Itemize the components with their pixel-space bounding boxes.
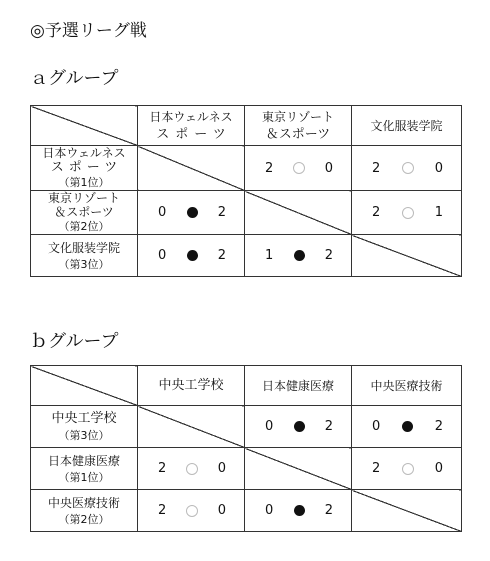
loss-mark-icon — [402, 421, 413, 432]
score-right: 2 — [434, 419, 443, 434]
row-rank: （第3位） — [58, 258, 110, 271]
score-left: 2 — [158, 461, 167, 476]
group-a-col-header-3 — [352, 106, 462, 146]
score-right: 0 — [434, 461, 443, 476]
score-right: 0 — [434, 160, 443, 176]
group-a-result-cell — [245, 146, 352, 191]
score-left: 0 — [265, 503, 274, 518]
group-b-result-cell — [245, 406, 352, 448]
group-a-row-label-1 — [31, 146, 138, 191]
group-b-table — [30, 365, 462, 532]
group-a-diagonal-cell — [138, 146, 245, 191]
col-header-line1: 文化服装学院 — [370, 118, 443, 133]
row-label-line1: 日本健康医療 — [47, 454, 120, 468]
win-mark-icon — [186, 463, 198, 475]
score-right: 2 — [324, 503, 333, 518]
score-right: 0 — [324, 160, 333, 176]
group-a-result-cell — [245, 235, 352, 277]
group-a-heading: ａグループ — [30, 68, 119, 89]
row-rank: （第3位） — [58, 429, 110, 442]
group-b-row-label-1 — [31, 406, 138, 448]
col-header-line1: 中央医療技術 — [370, 378, 443, 393]
score-right: 2 — [324, 248, 333, 263]
group-b-result-cell — [138, 448, 245, 490]
group-a-row-label-3 — [31, 235, 138, 277]
group-b-diagonal-cell — [138, 406, 245, 448]
loss-mark-icon — [187, 250, 198, 261]
score-left: 2 — [372, 160, 381, 176]
row-rank: （第2位） — [58, 220, 110, 233]
score-left: 0 — [372, 419, 381, 434]
group-a-table — [30, 105, 462, 277]
row-rank: （第1位） — [58, 176, 110, 189]
group-a-col-header-2 — [245, 106, 352, 146]
score-left: 2 — [372, 461, 381, 476]
col-header-line2: ＆スポーツ — [265, 126, 331, 142]
score-right: 2 — [217, 248, 226, 263]
score-left: 1 — [265, 248, 274, 263]
row-label-line1: 文化服装学院 — [47, 241, 120, 255]
group-b-diagonal-cell — [245, 448, 352, 490]
group-b-result-cell — [352, 406, 462, 448]
score-right: 0 — [217, 503, 226, 518]
group-b-col-header-3 — [352, 366, 462, 406]
win-mark-icon — [402, 162, 414, 174]
row-label-line1: 日本ウェルネス — [42, 146, 126, 160]
score-left: 2 — [372, 205, 381, 220]
group-a-result-cell — [352, 191, 462, 235]
group-b-heading: ｂグループ — [30, 331, 119, 352]
row-label-line2: スポーツ — [50, 160, 123, 175]
group-a-col-header-1 — [138, 106, 245, 146]
row-rank: （第2位） — [58, 513, 110, 526]
loss-mark-icon — [294, 505, 305, 516]
group-b-row-label-3 — [31, 490, 138, 532]
win-mark-icon — [402, 463, 414, 475]
score-left: 0 — [158, 205, 167, 220]
group-a-row-label-2 — [31, 191, 138, 235]
score-right: 2 — [217, 205, 226, 220]
score-left: 2 — [265, 160, 274, 176]
score-left: 2 — [158, 503, 167, 518]
group-b-col-header-2 — [245, 366, 352, 406]
score-left: 0 — [158, 248, 167, 263]
score-right: 2 — [324, 419, 333, 434]
group-a-result-cell — [138, 191, 245, 235]
col-header-line1: 東京リゾート — [261, 109, 334, 124]
group-a-diagonal-cell — [245, 191, 352, 235]
col-header-line2: スポーツ — [156, 126, 232, 142]
loss-mark-icon — [294, 250, 305, 261]
group-b-row-label-2 — [31, 448, 138, 490]
col-header-line1: 日本ウェルネス — [149, 109, 233, 124]
page-title: ◎予選リーグ戦 — [30, 21, 147, 41]
group-b-col-header-1 — [138, 366, 245, 406]
row-label-line1: 中央工学校 — [51, 411, 117, 426]
loss-mark-icon — [294, 421, 305, 432]
loss-mark-icon — [187, 207, 198, 218]
win-mark-icon — [186, 505, 198, 517]
group-a-diagonal-cell — [352, 235, 462, 277]
group-b-result-cell — [138, 490, 245, 532]
score-left: 0 — [265, 419, 274, 434]
group-b-result-cell — [352, 448, 462, 490]
group-a-result-cell — [352, 146, 462, 191]
group-b-result-cell — [245, 490, 352, 532]
score-right: 0 — [217, 461, 226, 476]
col-header-line1: 日本健康医療 — [261, 378, 334, 393]
row-label-line1: 東京リゾート — [47, 191, 120, 205]
win-mark-icon — [402, 207, 414, 219]
col-header-line1: 中央工学校 — [158, 377, 224, 393]
score-right: 1 — [434, 205, 443, 220]
row-rank: （第1位） — [58, 471, 110, 484]
group-b-diagonal-cell — [352, 490, 462, 532]
win-mark-icon — [293, 162, 305, 174]
group-a-corner-cell — [31, 106, 138, 146]
row-label-line1: 中央医療技術 — [47, 496, 120, 510]
group-a-result-cell — [138, 235, 245, 277]
group-b-corner-cell — [31, 366, 138, 406]
row-label-line2: ＆スポーツ — [54, 205, 114, 219]
